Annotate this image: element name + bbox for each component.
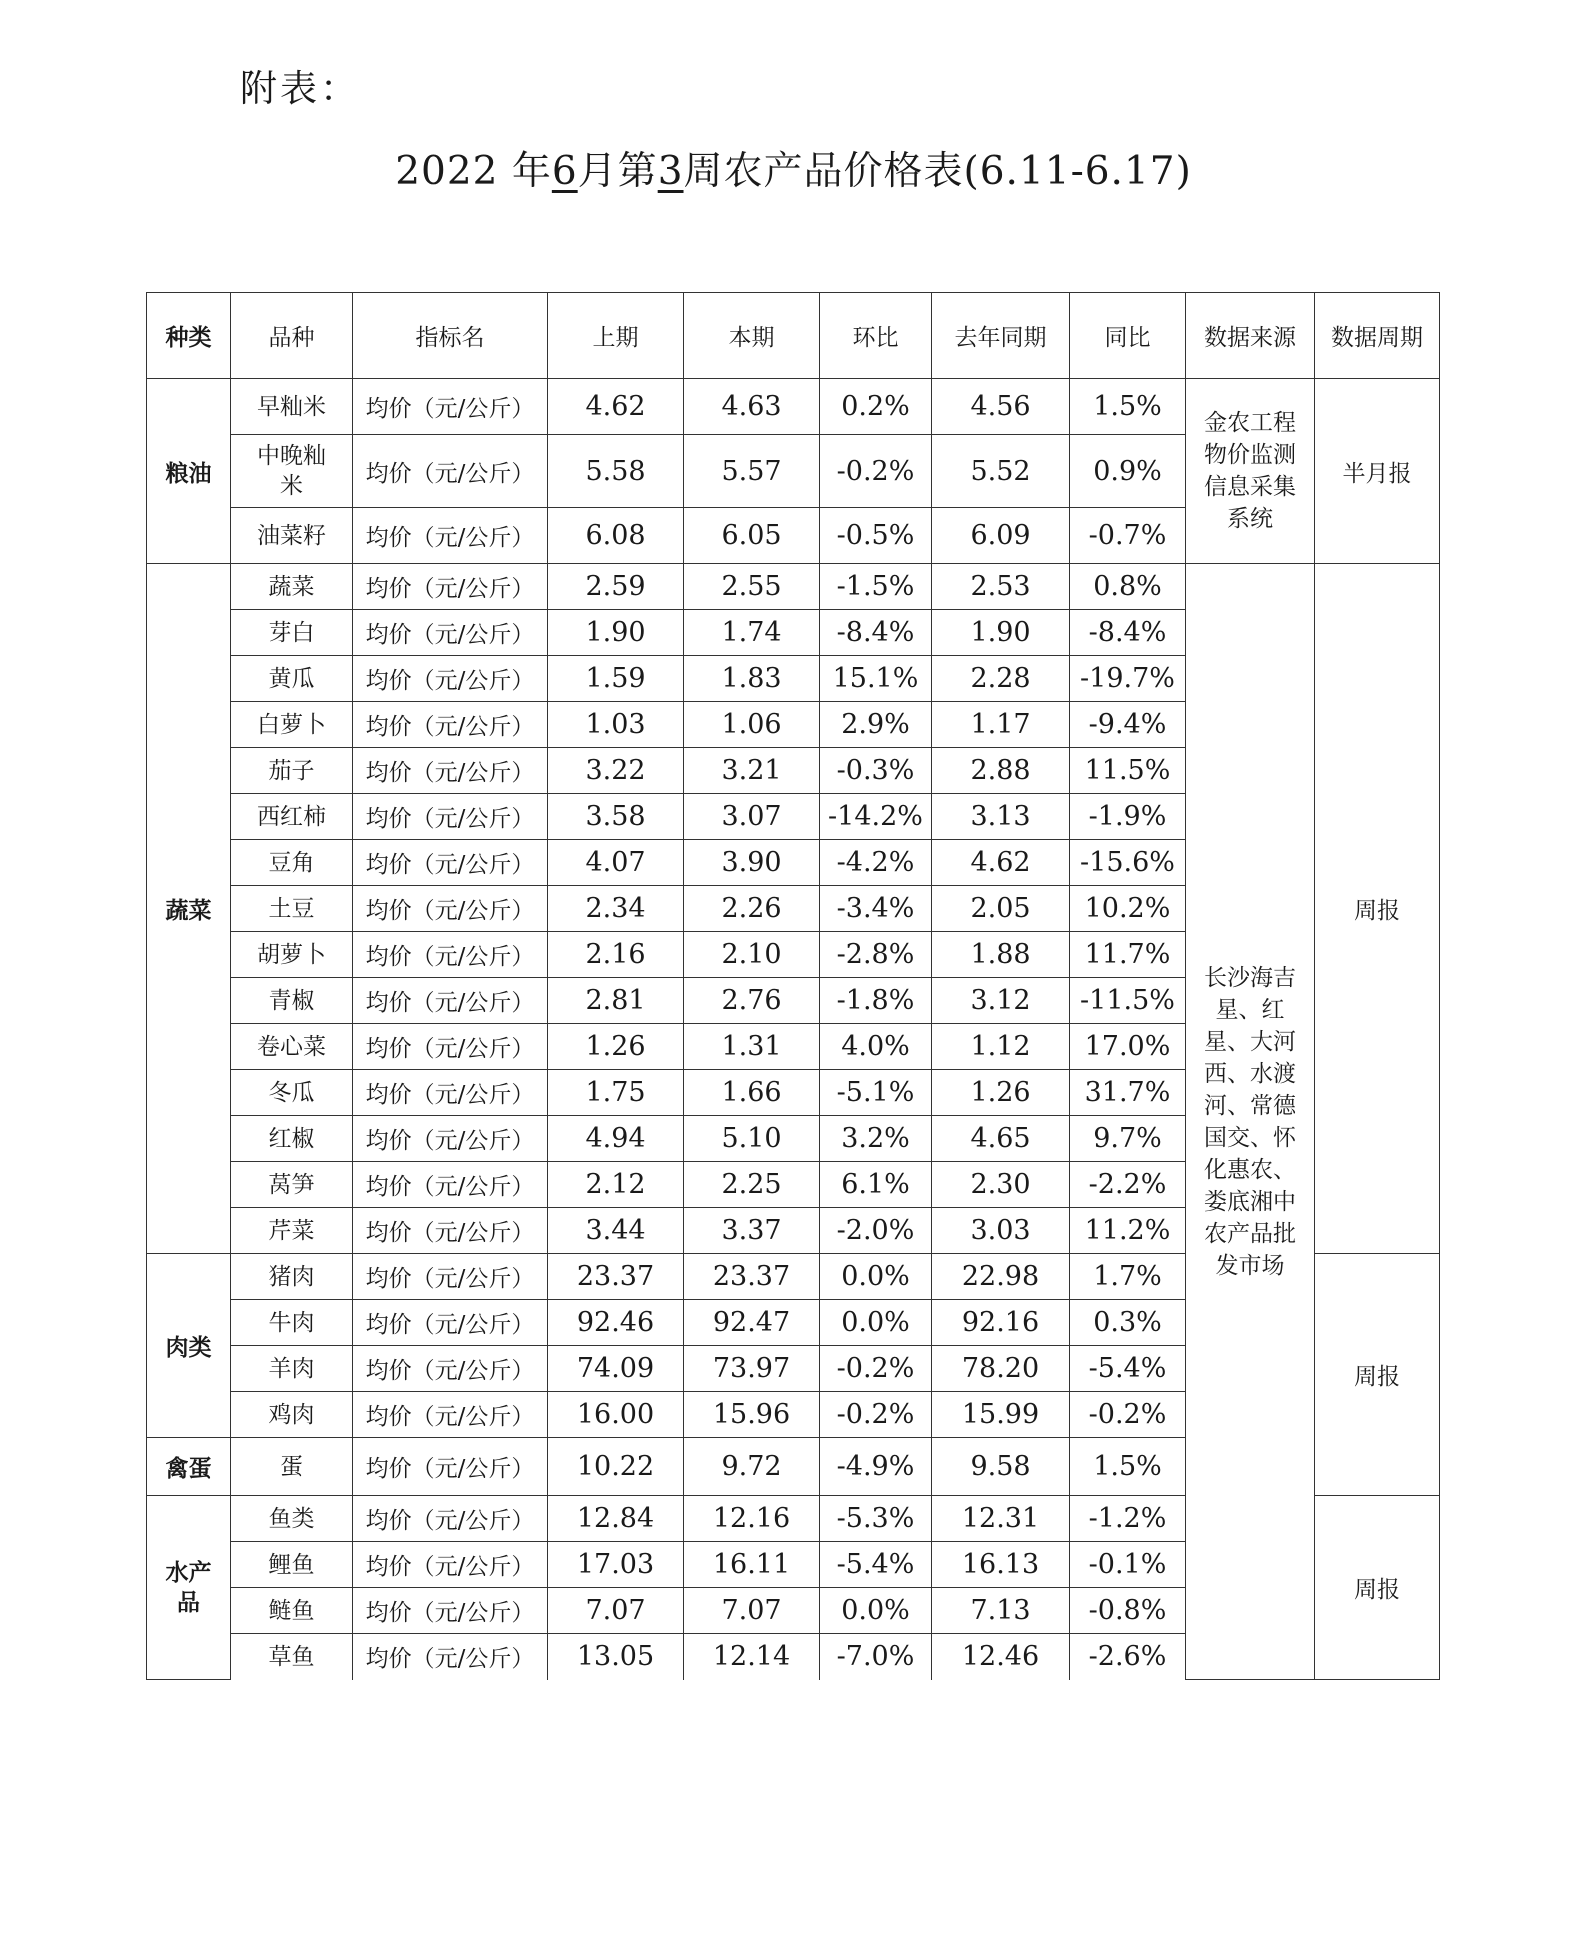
value-cell-curr: 1.31 — [684, 1024, 820, 1070]
value-cell-prev: 2.12 — [548, 1162, 684, 1208]
value-cell-yoy: -15.6% — [1070, 840, 1186, 886]
value-cell-yoy: 1.7% — [1070, 1254, 1186, 1300]
value-cell-yoy: -0.7% — [1070, 508, 1186, 564]
variety-cell: 鲤鱼 — [231, 1542, 353, 1588]
value-cell-prev: 2.16 — [548, 932, 684, 978]
value-cell-last_year: 12.46 — [932, 1634, 1070, 1680]
period-cell-grain: 半月报 — [1315, 379, 1440, 564]
value-cell-mom: -1.5% — [820, 564, 932, 610]
indicator-cell: 均价（元/公斤） — [353, 748, 548, 794]
value-cell-mom: 0.0% — [820, 1254, 932, 1300]
indicator-cell: 均价（元/公斤） — [353, 1438, 548, 1496]
indicator-cell: 均价（元/公斤） — [353, 702, 548, 748]
column-header: 环比 — [820, 293, 932, 379]
indicator-cell: 均价（元/公斤） — [353, 610, 548, 656]
value-cell-prev: 3.58 — [548, 794, 684, 840]
value-cell-yoy: 1.5% — [1070, 1438, 1186, 1496]
value-cell-curr: 1.66 — [684, 1070, 820, 1116]
title-mid: 月第 — [577, 149, 658, 194]
table-row — [147, 564, 1440, 610]
value-cell-mom: -0.3% — [820, 748, 932, 794]
value-cell-last_year: 3.13 — [932, 794, 1070, 840]
value-cell-mom: -2.8% — [820, 932, 932, 978]
value-cell-mom: -7.0% — [820, 1634, 932, 1680]
variety-cell: 油菜籽 — [231, 508, 353, 564]
variety-cell: 草鱼 — [231, 1634, 353, 1680]
value-cell-prev: 1.90 — [548, 610, 684, 656]
header-row — [147, 293, 1440, 379]
value-cell-prev: 4.62 — [548, 379, 684, 435]
column-header: 品种 — [231, 293, 353, 379]
period-cell-vegetable: 周报 — [1315, 564, 1440, 1254]
value-cell-mom: 6.1% — [820, 1162, 932, 1208]
value-cell-yoy: -0.8% — [1070, 1588, 1186, 1634]
indicator-cell: 均价（元/公斤） — [353, 978, 548, 1024]
source-cell-grain: 金农工程物价监测信息采集系统 — [1186, 379, 1315, 564]
category-cell: 粮油 — [147, 379, 231, 564]
value-cell-prev: 6.08 — [548, 508, 684, 564]
value-cell-yoy: -5.4% — [1070, 1346, 1186, 1392]
value-cell-mom: -4.9% — [820, 1438, 932, 1496]
value-cell-yoy: 11.7% — [1070, 932, 1186, 978]
source-cell-market: 长沙海吉星、红星、大河西、水渡河、常德国交、怀化惠农、娄底湘中农产品批发市场 — [1186, 564, 1315, 1680]
value-cell-yoy: -0.2% — [1070, 1392, 1186, 1438]
value-cell-yoy: 10.2% — [1070, 886, 1186, 932]
value-cell-yoy: 11.2% — [1070, 1208, 1186, 1254]
variety-cell: 茄子 — [231, 748, 353, 794]
variety-cell: 黄瓜 — [231, 656, 353, 702]
value-cell-prev: 13.05 — [548, 1634, 684, 1680]
variety-cell: 豆角 — [231, 840, 353, 886]
value-cell-curr: 12.14 — [684, 1634, 820, 1680]
value-cell-last_year: 1.12 — [932, 1024, 1070, 1070]
variety-cell: 鸡肉 — [231, 1392, 353, 1438]
value-cell-last_year: 3.12 — [932, 978, 1070, 1024]
value-cell-yoy: -9.4% — [1070, 702, 1186, 748]
value-cell-curr: 4.63 — [684, 379, 820, 435]
value-cell-prev: 2.81 — [548, 978, 684, 1024]
variety-cell: 牛肉 — [231, 1300, 353, 1346]
column-header: 去年同期 — [932, 293, 1070, 379]
variety-cell: 胡萝卜 — [231, 932, 353, 978]
value-cell-last_year: 2.53 — [932, 564, 1070, 610]
table-row — [147, 379, 1440, 435]
variety-cell: 土豆 — [231, 886, 353, 932]
variety-cell: 芹菜 — [231, 1208, 353, 1254]
value-cell-yoy: -11.5% — [1070, 978, 1186, 1024]
column-header: 指标名 — [353, 293, 548, 379]
value-cell-prev: 4.07 — [548, 840, 684, 886]
value-cell-yoy: -0.1% — [1070, 1542, 1186, 1588]
value-cell-curr: 2.25 — [684, 1162, 820, 1208]
value-cell-yoy: 9.7% — [1070, 1116, 1186, 1162]
title-week: 3 — [657, 149, 684, 194]
value-cell-mom: -3.4% — [820, 886, 932, 932]
value-cell-prev: 3.22 — [548, 748, 684, 794]
variety-cell: 西红柿 — [231, 794, 353, 840]
variety-cell: 红椒 — [231, 1116, 353, 1162]
indicator-cell: 均价（元/公斤） — [353, 1496, 548, 1542]
variety-cell: 冬瓜 — [231, 1070, 353, 1116]
value-cell-curr: 1.74 — [684, 610, 820, 656]
value-cell-mom: 2.9% — [820, 702, 932, 748]
value-cell-prev: 3.44 — [548, 1208, 684, 1254]
value-cell-prev: 7.07 — [548, 1588, 684, 1634]
indicator-cell: 均价（元/公斤） — [353, 1208, 548, 1254]
value-cell-mom: -2.0% — [820, 1208, 932, 1254]
period-cell-meat: 周报 — [1315, 1254, 1440, 1496]
indicator-cell: 均价（元/公斤） — [353, 1542, 548, 1588]
indicator-cell: 均价（元/公斤） — [353, 1634, 548, 1680]
value-cell-yoy: 0.3% — [1070, 1300, 1186, 1346]
value-cell-last_year: 9.58 — [932, 1438, 1070, 1496]
indicator-cell: 均价（元/公斤） — [353, 932, 548, 978]
value-cell-mom: -4.2% — [820, 840, 932, 886]
category-cell: 肉类 — [147, 1254, 231, 1438]
value-cell-prev: 74.09 — [548, 1346, 684, 1392]
value-cell-last_year: 92.16 — [932, 1300, 1070, 1346]
value-cell-prev: 12.84 — [548, 1496, 684, 1542]
value-cell-last_year: 7.13 — [932, 1588, 1070, 1634]
price-table — [146, 292, 1440, 1680]
indicator-cell: 均价（元/公斤） — [353, 1300, 548, 1346]
value-cell-prev: 10.22 — [548, 1438, 684, 1496]
value-cell-last_year: 12.31 — [932, 1496, 1070, 1542]
column-header: 种类 — [147, 293, 231, 379]
value-cell-prev: 4.94 — [548, 1116, 684, 1162]
value-cell-mom: -0.2% — [820, 1392, 932, 1438]
column-header: 数据来源 — [1186, 293, 1315, 379]
value-cell-yoy: 17.0% — [1070, 1024, 1186, 1070]
value-cell-curr: 6.05 — [684, 508, 820, 564]
value-cell-last_year: 1.17 — [932, 702, 1070, 748]
value-cell-yoy: -1.9% — [1070, 794, 1186, 840]
value-cell-mom: 0.0% — [820, 1300, 932, 1346]
value-cell-curr: 5.57 — [684, 435, 820, 508]
value-cell-mom: -5.3% — [820, 1496, 932, 1542]
indicator-cell: 均价（元/公斤） — [353, 1254, 548, 1300]
value-cell-prev: 92.46 — [548, 1300, 684, 1346]
value-cell-mom: -8.4% — [820, 610, 932, 656]
indicator-cell: 均价（元/公斤） — [353, 656, 548, 702]
indicator-cell: 均价（元/公斤） — [353, 1346, 548, 1392]
value-cell-last_year: 2.30 — [932, 1162, 1070, 1208]
value-cell-last_year: 3.03 — [932, 1208, 1070, 1254]
indicator-cell: 均价（元/公斤） — [353, 1392, 548, 1438]
value-cell-curr: 73.97 — [684, 1346, 820, 1392]
value-cell-last_year: 78.20 — [932, 1346, 1070, 1392]
variety-cell: 莴笋 — [231, 1162, 353, 1208]
variety-cell: 中晚籼米 — [231, 435, 353, 508]
value-cell-yoy: -1.2% — [1070, 1496, 1186, 1542]
variety-cell: 猪肉 — [231, 1254, 353, 1300]
variety-cell: 鲢鱼 — [231, 1588, 353, 1634]
period-cell-aquatic: 周报 — [1315, 1496, 1440, 1680]
value-cell-yoy: 1.5% — [1070, 379, 1186, 435]
category-cell: 禽蛋 — [147, 1438, 231, 1496]
value-cell-curr: 2.76 — [684, 978, 820, 1024]
value-cell-mom: 3.2% — [820, 1116, 932, 1162]
value-cell-curr: 3.07 — [684, 794, 820, 840]
value-cell-mom: 0.0% — [820, 1588, 932, 1634]
value-cell-curr: 12.16 — [684, 1496, 820, 1542]
title-prefix: 2022 年 — [395, 149, 552, 194]
category-cell: 水产品 — [147, 1496, 231, 1680]
variety-cell: 卷心菜 — [231, 1024, 353, 1070]
indicator-cell: 均价（元/公斤） — [353, 435, 548, 508]
value-cell-mom: -0.2% — [820, 1346, 932, 1392]
value-cell-last_year: 2.28 — [932, 656, 1070, 702]
value-cell-last_year: 4.65 — [932, 1116, 1070, 1162]
value-cell-curr: 2.10 — [684, 932, 820, 978]
variety-cell: 芽白 — [231, 610, 353, 656]
variety-cell: 鱼类 — [231, 1496, 353, 1542]
column-header: 本期 — [684, 293, 820, 379]
value-cell-yoy: 0.8% — [1070, 564, 1186, 610]
value-cell-yoy: -19.7% — [1070, 656, 1186, 702]
indicator-cell: 均价（元/公斤） — [353, 508, 548, 564]
value-cell-curr: 9.72 — [684, 1438, 820, 1496]
value-cell-last_year: 22.98 — [932, 1254, 1070, 1300]
variety-cell: 蔬菜 — [231, 564, 353, 610]
indicator-cell: 均价（元/公斤） — [353, 840, 548, 886]
value-cell-prev: 2.59 — [548, 564, 684, 610]
value-cell-yoy: -8.4% — [1070, 610, 1186, 656]
variety-cell: 早籼米 — [231, 379, 353, 435]
value-cell-curr: 2.55 — [684, 564, 820, 610]
value-cell-mom: 4.0% — [820, 1024, 932, 1070]
category-cell: 蔬菜 — [147, 564, 231, 1254]
value-cell-curr: 3.90 — [684, 840, 820, 886]
value-cell-curr: 3.21 — [684, 748, 820, 794]
column-header: 上期 — [548, 293, 684, 379]
value-cell-prev: 5.58 — [548, 435, 684, 508]
value-cell-prev: 1.75 — [548, 1070, 684, 1116]
value-cell-yoy: -2.6% — [1070, 1634, 1186, 1680]
value-cell-curr: 1.06 — [684, 702, 820, 748]
column-header: 同比 — [1070, 293, 1186, 379]
value-cell-prev: 23.37 — [548, 1254, 684, 1300]
value-cell-prev: 1.26 — [548, 1024, 684, 1070]
value-cell-yoy: 0.9% — [1070, 435, 1186, 508]
value-cell-mom: -0.2% — [820, 435, 932, 508]
value-cell-last_year: 1.26 — [932, 1070, 1070, 1116]
value-cell-yoy: -2.2% — [1070, 1162, 1186, 1208]
value-cell-prev: 1.03 — [548, 702, 684, 748]
value-cell-mom: -0.5% — [820, 508, 932, 564]
value-cell-last_year: 16.13 — [932, 1542, 1070, 1588]
value-cell-curr: 15.96 — [684, 1392, 820, 1438]
value-cell-mom: 15.1% — [820, 656, 932, 702]
value-cell-mom: -5.4% — [820, 1542, 932, 1588]
indicator-cell: 均价（元/公斤） — [353, 379, 548, 435]
value-cell-prev: 2.34 — [548, 886, 684, 932]
value-cell-mom: -5.1% — [820, 1070, 932, 1116]
indicator-cell: 均价（元/公斤） — [353, 1588, 548, 1634]
value-cell-curr: 23.37 — [684, 1254, 820, 1300]
attachment-label: 附表： — [240, 67, 360, 110]
column-header: 数据周期 — [1315, 293, 1440, 379]
value-cell-last_year: 5.52 — [932, 435, 1070, 508]
value-cell-last_year: 2.88 — [932, 748, 1070, 794]
value-cell-mom: 0.2% — [820, 379, 932, 435]
indicator-cell: 均价（元/公斤） — [353, 1116, 548, 1162]
value-cell-prev: 1.59 — [548, 656, 684, 702]
value-cell-last_year: 1.90 — [932, 610, 1070, 656]
variety-cell: 羊肉 — [231, 1346, 353, 1392]
variety-cell: 白萝卜 — [231, 702, 353, 748]
value-cell-curr: 5.10 — [684, 1116, 820, 1162]
value-cell-last_year: 15.99 — [932, 1392, 1070, 1438]
value-cell-prev: 16.00 — [548, 1392, 684, 1438]
value-cell-yoy: 11.5% — [1070, 748, 1186, 794]
value-cell-mom: -1.8% — [820, 978, 932, 1024]
indicator-cell: 均价（元/公斤） — [353, 1162, 548, 1208]
indicator-cell: 均价（元/公斤） — [353, 886, 548, 932]
variety-cell: 青椒 — [231, 978, 353, 1024]
title-month: 6 — [551, 149, 578, 194]
indicator-cell: 均价（元/公斤） — [353, 1024, 548, 1070]
page-title — [0, 140, 1587, 196]
value-cell-last_year: 4.56 — [932, 379, 1070, 435]
table-body — [147, 293, 1440, 1680]
value-cell-curr: 2.26 — [684, 886, 820, 932]
value-cell-last_year: 2.05 — [932, 886, 1070, 932]
value-cell-last_year: 4.62 — [932, 840, 1070, 886]
indicator-cell: 均价（元/公斤） — [353, 794, 548, 840]
value-cell-mom: -14.2% — [820, 794, 932, 840]
value-cell-curr: 3.37 — [684, 1208, 820, 1254]
variety-cell: 蛋 — [231, 1438, 353, 1496]
indicator-cell: 均价（元/公斤） — [353, 1070, 548, 1116]
value-cell-curr: 7.07 — [684, 1588, 820, 1634]
value-cell-last_year: 6.09 — [932, 508, 1070, 564]
value-cell-curr: 1.83 — [684, 656, 820, 702]
value-cell-curr: 16.11 — [684, 1542, 820, 1588]
title-suffix: 周农产品价格表(6.11-6.17) — [683, 149, 1192, 194]
value-cell-last_year: 1.88 — [932, 932, 1070, 978]
value-cell-prev: 17.03 — [548, 1542, 684, 1588]
indicator-cell: 均价（元/公斤） — [353, 564, 548, 610]
value-cell-curr: 92.47 — [684, 1300, 820, 1346]
value-cell-yoy: 31.7% — [1070, 1070, 1186, 1116]
